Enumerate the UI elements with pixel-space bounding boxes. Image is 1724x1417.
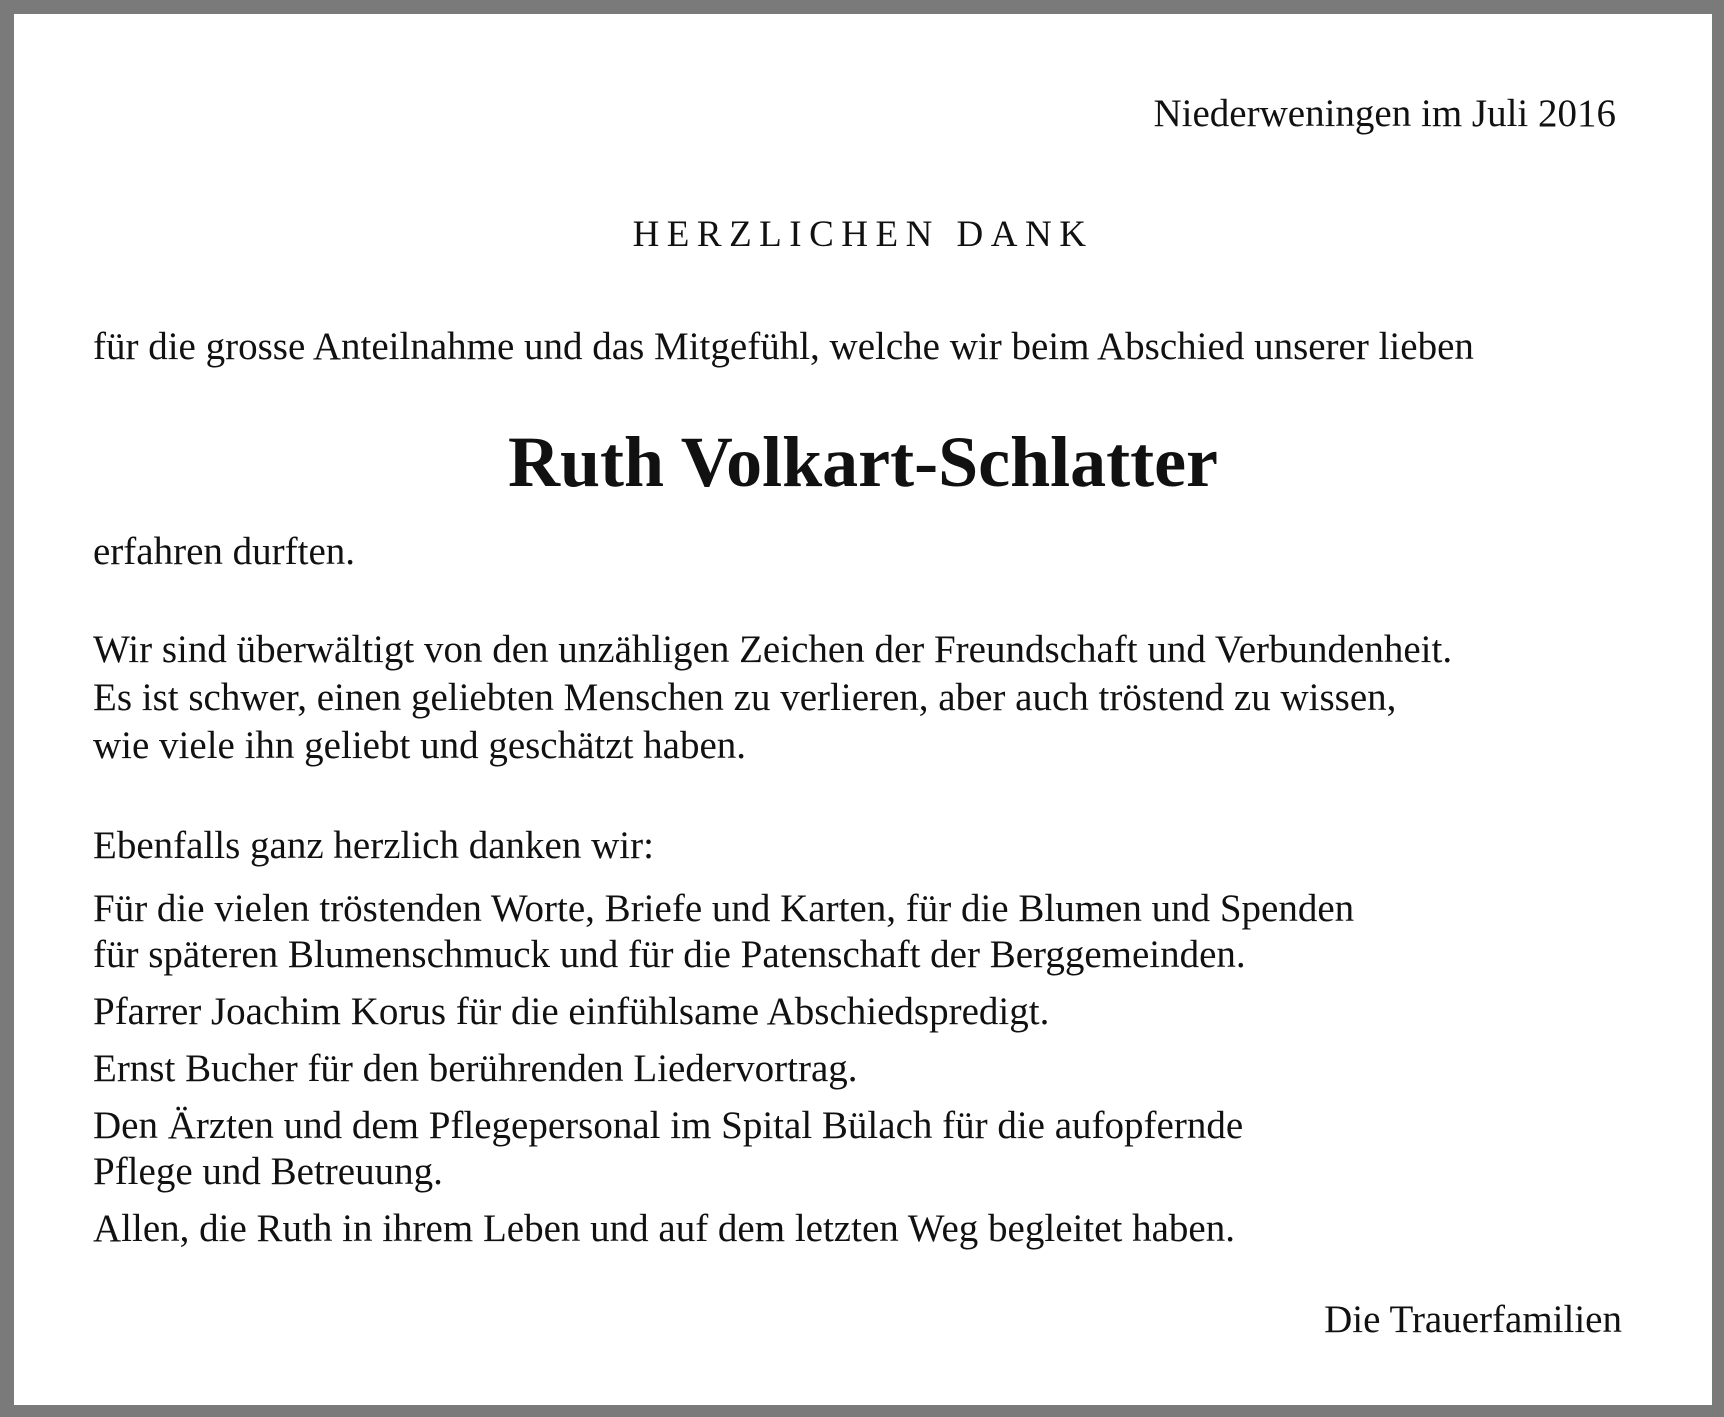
thanks-line: Pflege und Betreuung.	[93, 1150, 443, 1193]
gratitude-paragraph	[93, 626, 1452, 770]
thanks-item	[93, 989, 1354, 1035]
thanks-list	[93, 886, 1354, 1263]
thanks-line: Pfarrer Joachim Korus für die einfühlsame Abschiedspredigt.	[93, 990, 1050, 1033]
notice-page	[14, 14, 1712, 1405]
thanks-item	[93, 1103, 1354, 1195]
heading: HERZLICHEN DANK	[632, 214, 1094, 255]
thanks-item	[93, 1206, 1354, 1252]
intro-closing-text: erfahren durften.	[93, 530, 356, 573]
thanks-line: Den Ärzten und dem Pflegepersonal im Spital Bülach für die aufopfernde	[93, 1104, 1244, 1147]
thanks-line: für späteren Blumenschmuck und für die Patenschaft der Berggemeinden.	[93, 933, 1246, 976]
paragraph-line: Es ist schwer, einen geliebten Menschen zu verlieren, aber auch tröstend zu wissen,	[93, 676, 1397, 719]
signature: Die Trauerfamilien	[1324, 1298, 1622, 1341]
thanks-intro: Ebenfalls ganz herzlich danken wir:	[93, 824, 654, 867]
thanks-item	[93, 1046, 1354, 1092]
thanks-line: Für die vielen tröstenden Worte, Briefe und Karten, für die Blumen und Spenden	[93, 887, 1355, 930]
deceased-name: Ruth Volkart-Schlatter	[507, 422, 1218, 502]
paragraph-line: wie viele ihn geliebt und geschätzt haben.	[93, 724, 747, 767]
paragraph-line: Wir sind überwältigt von den unzähligen Zeichen der Freundschaft und Verbundenheit.	[93, 628, 1453, 671]
thanks-line: Allen, die Ruth in ihrem Leben und auf dem letzten Weg begleitet haben.	[93, 1207, 1235, 1250]
date-line: Niederweningen im Juli 2016	[1153, 92, 1616, 135]
thanks-line: Ernst Bucher für den berührenden Liedervortrag.	[93, 1047, 858, 1090]
intro-text: für die grosse Anteilnahme und das Mitgefühl, welche wir beim Abschied unserer lieben	[93, 325, 1474, 368]
thanks-item	[93, 886, 1354, 978]
